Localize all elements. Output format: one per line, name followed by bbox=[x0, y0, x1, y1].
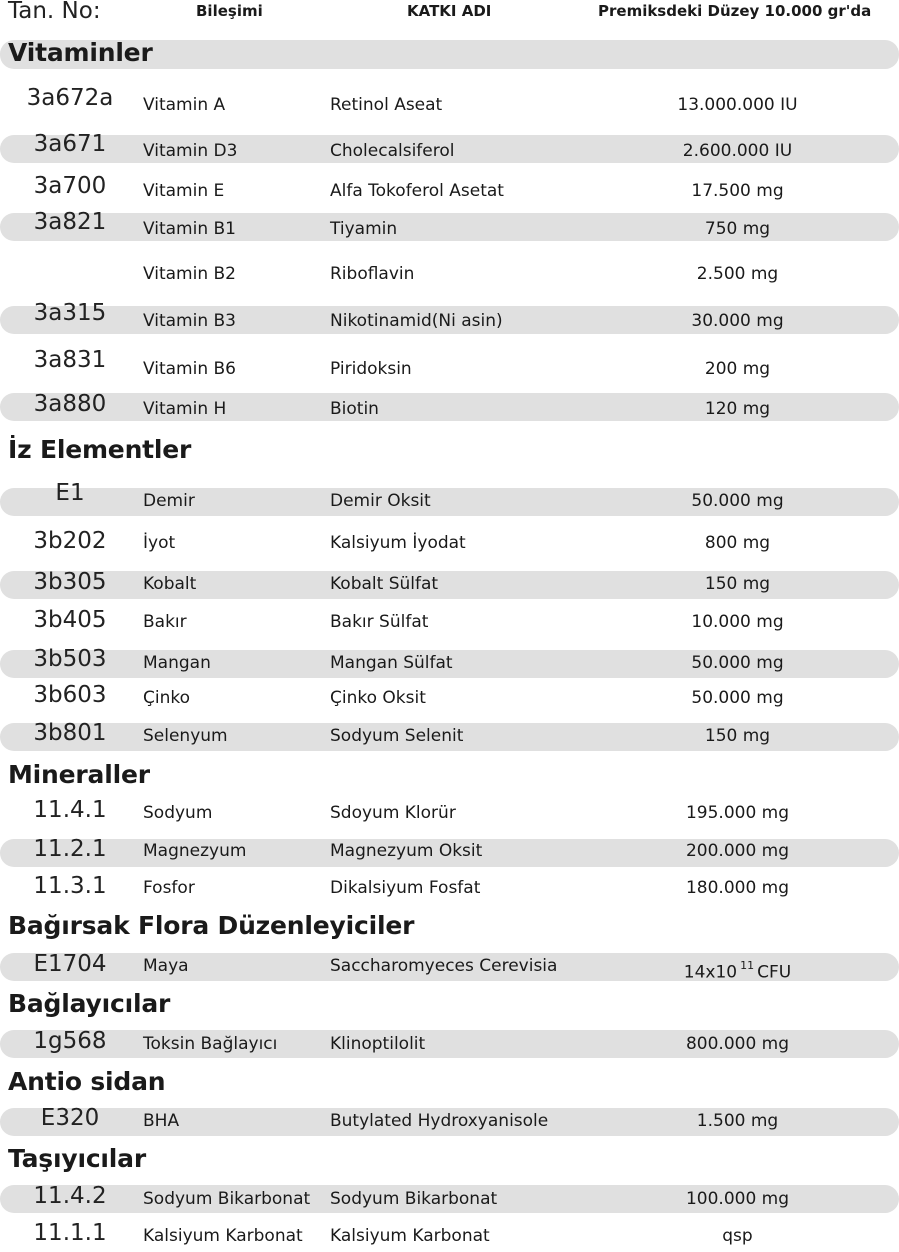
row-value: 750 mg bbox=[704, 219, 771, 239]
row-katki-adi: Piridoksin bbox=[330, 359, 412, 379]
row-bilesimi: Vitamin B3 bbox=[143, 311, 237, 331]
table-row bbox=[0, 875, 899, 905]
row-katki-adi: Bakır Sülfat bbox=[330, 612, 429, 632]
header-bilesimi: Bileşimi bbox=[196, 2, 263, 20]
row-code: 3a831 bbox=[33, 347, 107, 373]
row-value: 195.000 mg bbox=[685, 803, 790, 823]
row-bilesimi: Vitamin B2 bbox=[143, 264, 237, 284]
row-katki-adi: Dikalsiyum Fosfat bbox=[330, 878, 481, 898]
row-katki-adi: Cholecalsiferol bbox=[330, 141, 455, 161]
header-premiks-duzey: Premiksdeki Düzey 10.000 gr'da bbox=[598, 2, 872, 20]
row-code: E1 bbox=[55, 480, 85, 506]
table-row bbox=[0, 799, 899, 829]
row-katki-adi: Sdoyum Klorür bbox=[330, 803, 456, 823]
row-code: 3a880 bbox=[33, 391, 107, 417]
table-row bbox=[0, 571, 899, 601]
row-code: 3a671 bbox=[33, 131, 107, 157]
row-value: 200 mg bbox=[704, 359, 771, 379]
row-value: 100.000 mg bbox=[685, 1189, 790, 1209]
row-value: 150 mg bbox=[704, 574, 771, 594]
row-bilesimi: İyot bbox=[143, 533, 176, 553]
row-bilesimi: Sodyum Bikarbonat bbox=[143, 1189, 311, 1209]
row-code: E1704 bbox=[33, 951, 107, 977]
row-bilesimi: Vitamin B6 bbox=[143, 359, 237, 379]
row-katki-adi: Saccharomyeces Cerevisia bbox=[330, 956, 558, 976]
table-row bbox=[0, 393, 899, 423]
table-row bbox=[0, 173, 899, 206]
row-code: 3b202 bbox=[33, 528, 107, 554]
row-bilesimi: Çinko bbox=[143, 688, 191, 708]
row-value: 120 mg bbox=[704, 399, 771, 419]
row-katki-adi: Riboflavin bbox=[330, 264, 415, 284]
row-value: 200.000 mg bbox=[685, 841, 790, 861]
row-code: 3a672a bbox=[26, 85, 114, 111]
table-row bbox=[0, 300, 899, 333]
row-bilesimi: Vitamin B1 bbox=[143, 219, 237, 239]
row-code: 3a821 bbox=[33, 209, 107, 235]
row-code: 11.4.1 bbox=[33, 797, 107, 823]
section-vitaminler: Vitaminler bbox=[8, 38, 153, 67]
row-katki-adi: Tiyamin bbox=[330, 219, 398, 239]
table-row bbox=[0, 838, 899, 868]
row-bilesimi: Demir bbox=[143, 491, 195, 511]
row-bilesimi: Vitamin E bbox=[143, 181, 225, 201]
row-value: 10.000 mg bbox=[691, 612, 784, 632]
table-row bbox=[0, 480, 899, 513]
table-row bbox=[0, 684, 899, 714]
row-bilesimi: Vitamin D3 bbox=[143, 141, 238, 161]
row-bilesimi: Kalsiyum Karbonat bbox=[143, 1226, 303, 1246]
row-katki-adi: Kobalt Sülfat bbox=[330, 574, 439, 594]
section-antioksidan: Antio sidan bbox=[8, 1067, 166, 1096]
section-bagirsak-flora: Bağırsak Flora Düzenleyiciler bbox=[8, 911, 415, 940]
row-bilesimi: Bakır bbox=[143, 612, 187, 632]
row-code: 11.4.2 bbox=[33, 1183, 107, 1209]
row-bilesimi: Vitamin H bbox=[143, 399, 227, 419]
row-katki-adi: Magnezyum Oksit bbox=[330, 841, 483, 861]
row-katki-adi: Retinol Aseat bbox=[330, 95, 443, 115]
row-katki-adi: Alfa Tokoferol Asetat bbox=[330, 181, 504, 201]
row-katki-adi: Sodyum Bikarbonat bbox=[330, 1189, 498, 1209]
table-row bbox=[0, 1107, 899, 1137]
row-code: 3b801 bbox=[33, 720, 107, 746]
row-bilesimi: Mangan bbox=[143, 653, 211, 673]
row-code: 3b503 bbox=[33, 646, 107, 672]
row-value: 1.500 mg bbox=[696, 1111, 779, 1131]
table-row bbox=[0, 209, 899, 242]
row-bilesimi: Magnezyum bbox=[143, 841, 247, 861]
row-code: 3b603 bbox=[33, 682, 107, 708]
row-katki-adi: Demir Oksit bbox=[330, 491, 431, 511]
value-unit: CFU bbox=[757, 962, 792, 983]
value-base: 14x10 bbox=[683, 962, 738, 983]
row-value: 13.000.000 IU bbox=[677, 95, 798, 115]
row-bilesimi: Kobalt bbox=[143, 574, 197, 594]
table-row bbox=[0, 530, 899, 560]
row-bilesimi: Fosfor bbox=[143, 878, 195, 898]
header-katki-adi: KATKI ADI bbox=[407, 2, 492, 20]
row-katki-adi: Kalsiyum Karbonat bbox=[330, 1226, 490, 1246]
row-code: 11.2.1 bbox=[33, 836, 107, 862]
row-value: 17.500 mg bbox=[691, 181, 784, 201]
row-code: 3b305 bbox=[33, 569, 107, 595]
header-tan-no: Tan. No: bbox=[8, 0, 101, 24]
row-value: 800.000 mg bbox=[685, 1034, 790, 1054]
row-value bbox=[575, 958, 899, 983]
table-row bbox=[0, 648, 899, 678]
section-baglayicilar: Bağlayıcılar bbox=[8, 989, 171, 1018]
row-bilesimi: Vitamin A bbox=[143, 95, 226, 115]
row-code: 3a315 bbox=[33, 300, 107, 326]
table-row bbox=[0, 1185, 899, 1215]
section-iz-elementler: İz Elementler bbox=[8, 435, 192, 464]
row-katki-adi: Klinoptilolit bbox=[330, 1034, 426, 1054]
row-value: 2.600.000 IU bbox=[682, 141, 793, 161]
row-bilesimi: BHA bbox=[143, 1111, 180, 1131]
row-katki-adi: Mangan Sülfat bbox=[330, 653, 453, 673]
table-row bbox=[0, 131, 899, 164]
row-katki-adi: Çinko Oksit bbox=[330, 688, 426, 708]
row-value: 50.000 mg bbox=[691, 491, 784, 511]
row-code: 3a700 bbox=[33, 173, 107, 199]
row-value: 50.000 mg bbox=[691, 688, 784, 708]
row-code: 11.1.1 bbox=[33, 1220, 107, 1246]
table-row bbox=[0, 260, 899, 290]
section-mineraller: Mineraller bbox=[8, 760, 150, 789]
table-row bbox=[0, 722, 899, 752]
row-katki-adi: Kalsiyum İyodat bbox=[330, 533, 466, 553]
table-row bbox=[0, 1030, 899, 1060]
row-value: 50.000 mg bbox=[691, 653, 784, 673]
row-katki-adi: Biotin bbox=[330, 399, 379, 419]
row-katki-adi: Sodyum Selenit bbox=[330, 726, 464, 746]
row-bilesimi: Maya bbox=[143, 956, 189, 976]
value-exponent: 11 bbox=[740, 959, 755, 972]
row-bilesimi: Selenyum bbox=[143, 726, 228, 746]
row-value: 800 mg bbox=[704, 533, 771, 553]
table-row bbox=[0, 347, 899, 380]
table-row bbox=[0, 953, 899, 983]
row-value: 180.000 mg bbox=[685, 878, 790, 898]
table-row bbox=[0, 609, 899, 639]
row-value: 2.500 mg bbox=[696, 264, 779, 284]
row-code: E320 bbox=[40, 1105, 100, 1131]
row-bilesimi: Toksin Bağlayıcı bbox=[143, 1034, 278, 1054]
row-katki-adi: Nikotinamid(Ni asin) bbox=[330, 311, 503, 331]
row-katki-adi: Butylated Hydroxyanisole bbox=[330, 1111, 549, 1131]
row-code: 1g568 bbox=[33, 1028, 107, 1054]
row-code: 11.3.1 bbox=[33, 873, 107, 899]
row-value: 30.000 mg bbox=[691, 311, 784, 331]
section-tasiyicilar: Taşıyıcılar bbox=[8, 1144, 146, 1173]
row-bilesimi: Sodyum bbox=[143, 803, 213, 823]
row-value: 150 mg bbox=[704, 726, 771, 746]
row-code: 3b405 bbox=[33, 607, 107, 633]
table-row bbox=[0, 85, 899, 118]
row-value: qsp bbox=[722, 1226, 753, 1246]
